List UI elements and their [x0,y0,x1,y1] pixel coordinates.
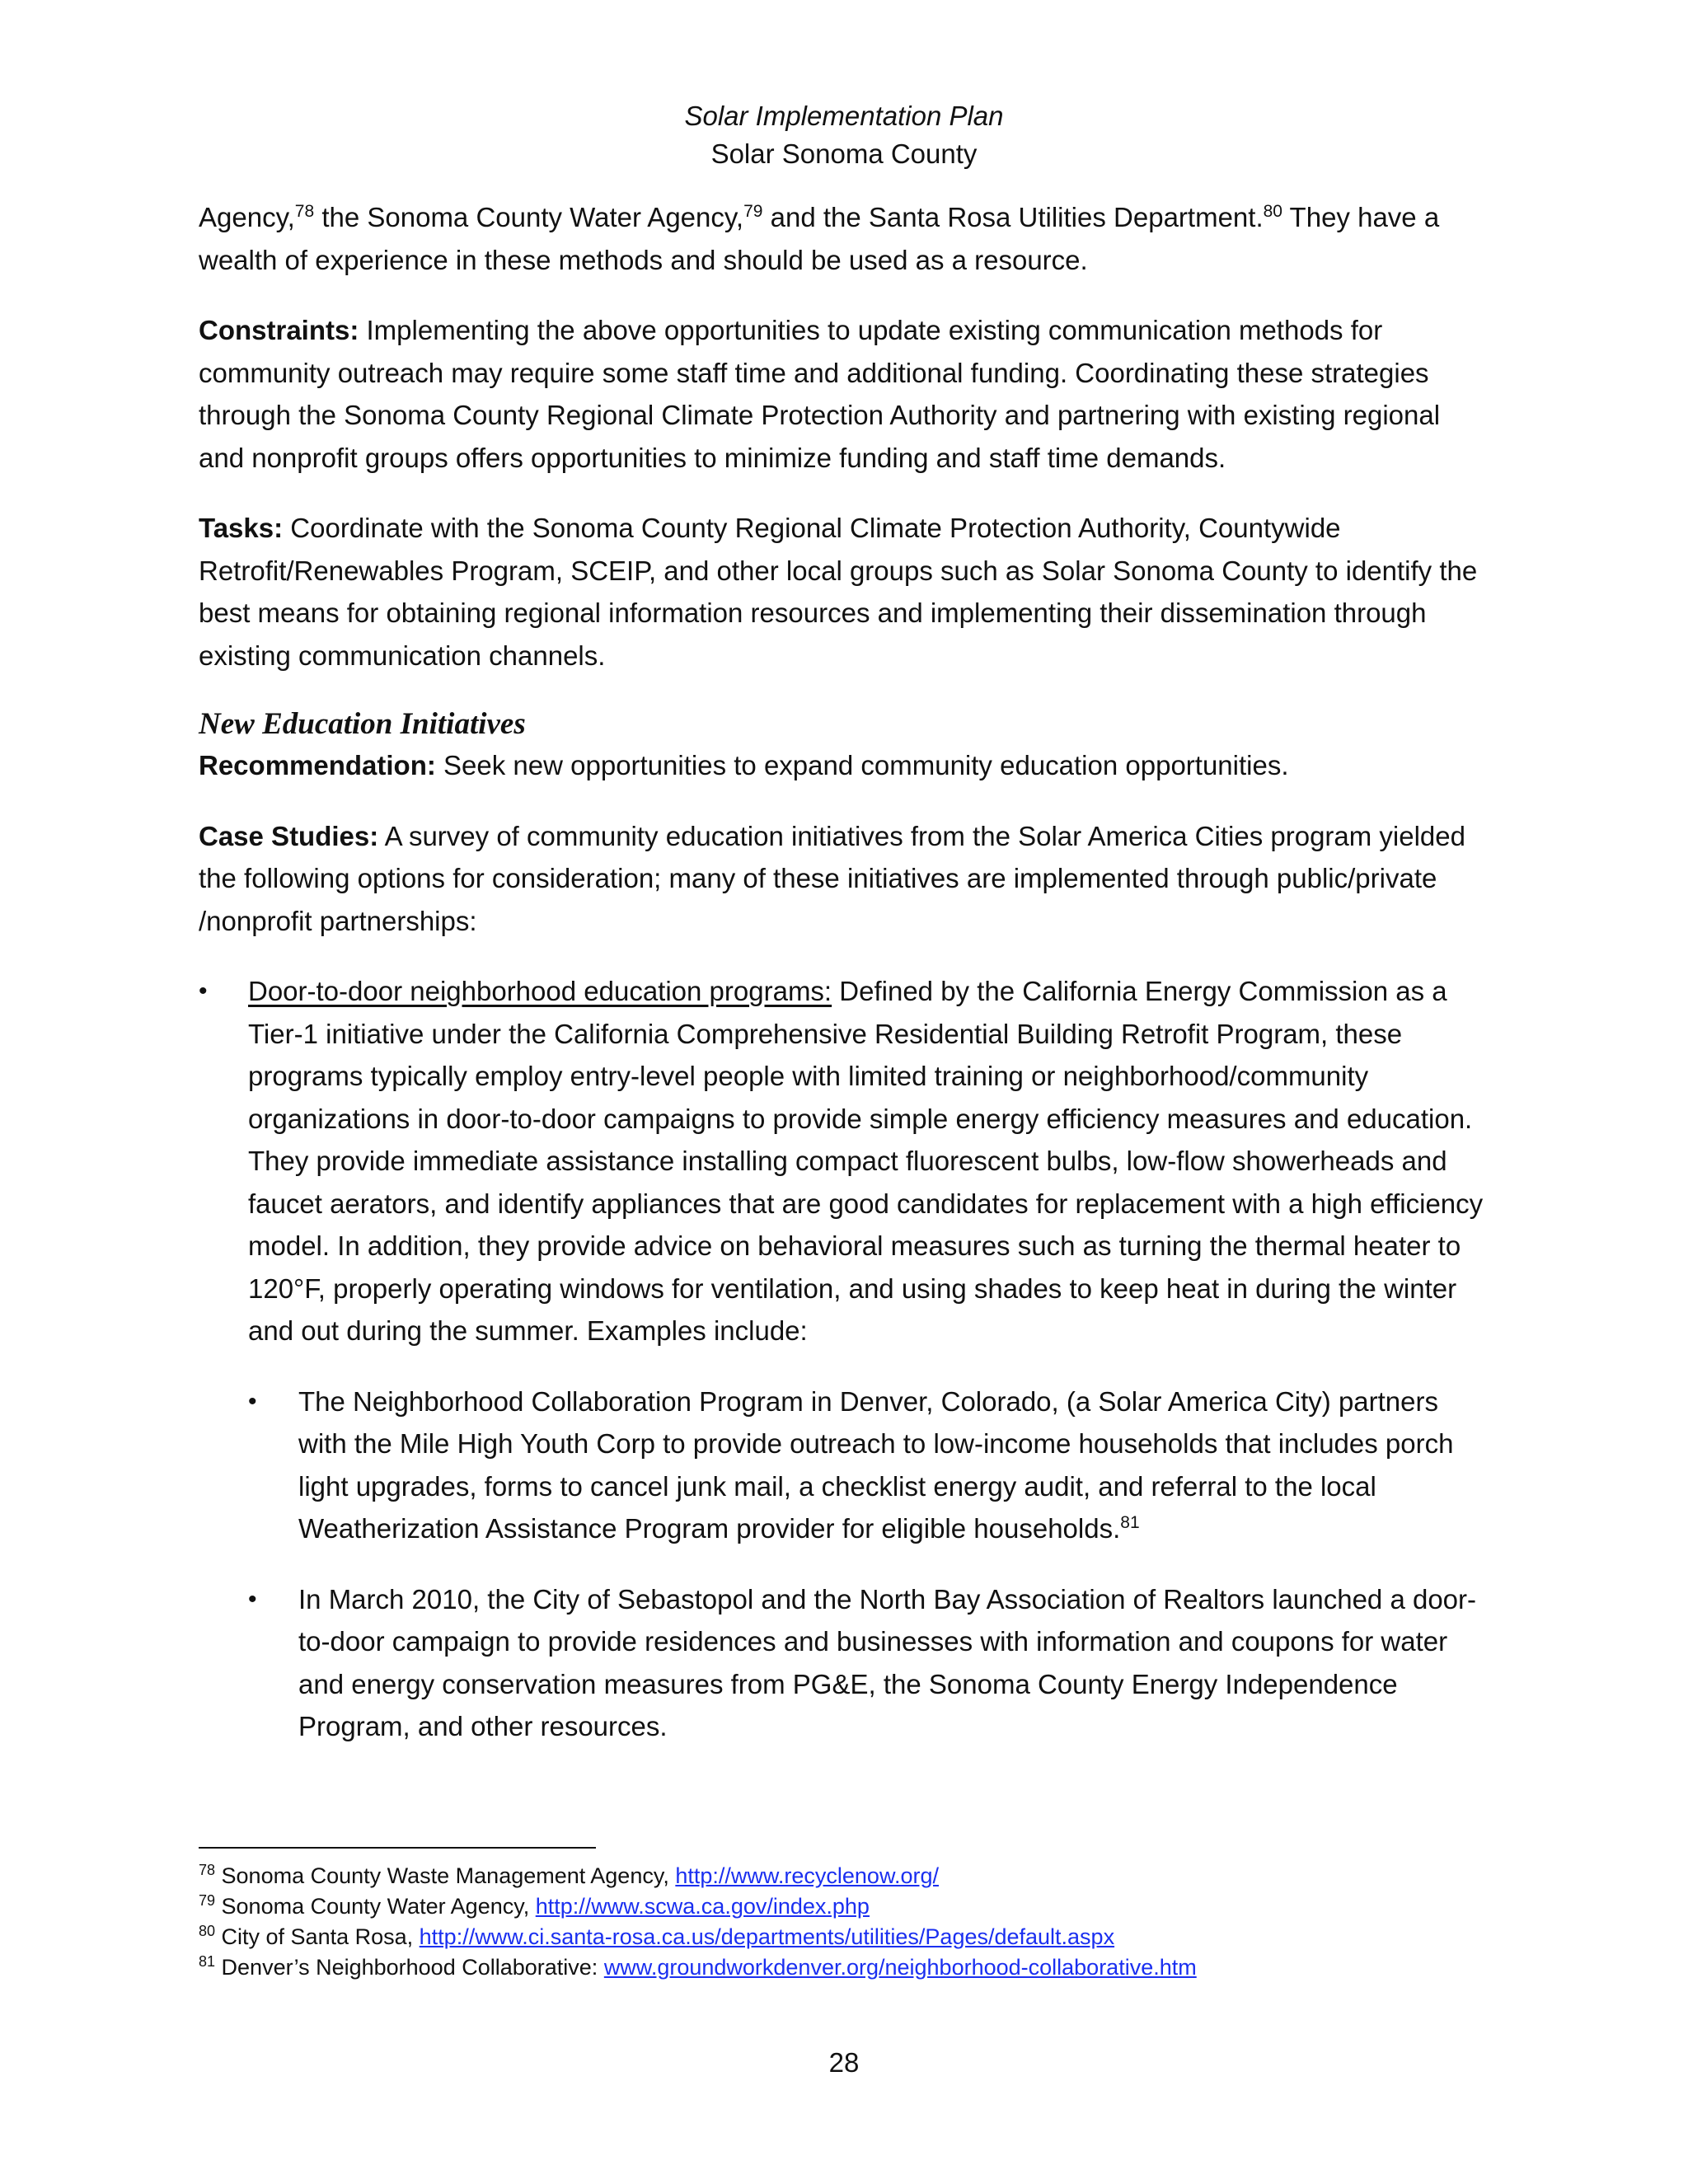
footnote-78: $^{78}$ Sonoma County Waste Management Agency, http://www.recyclenow.org/ [199,1862,939,1888]
running-header [0,97,1688,173]
footnote-link[interactable]: http://www.recyclenow.org/ [675,1863,939,1888]
list-item: • The Neighborhood Collaboration Program in Denver, Colorado, (a Solar America City) partners with the Mile High Youth Corp to provide outreach to low-income households that includes porch light upgrades, forms to cancel junk mail, a checklist energy audit, and referral to the local Weatherization Assistance Program provider for eligible households.$^{81}$ [248,1380,1493,1550]
bullet-title: Door-to-door neighborhood education programs: [248,976,832,1006]
footnote-ref-81[interactable]: 81 [1120,1513,1140,1532]
bullet-icon: • [199,977,208,1005]
footnotes [199,1861,1493,1983]
recommendation-label: Recommendation: [199,750,436,780]
list-item: • In March 2010, the City of Sebastopol and the North Bay Association of Realtors launched a door-to-door campaign to provide residences and businesses with information and coupons for water and energy conservation measures from PG&E, the Sonoma County Energy Independence Program, and other resources. [248,1578,1493,1748]
document-subtitle: Solar Sonoma County [710,138,978,169]
tasks-label: Tasks: [199,513,284,543]
page-number: 28 [828,2047,860,2078]
constraints-label: Constraints: [199,315,359,345]
intro-paragraph: Agency,$^{78}$ the Sonoma County Water Agency,$^{79}$ and the Santa Rosa Utilities Department.$^{80}$ They have a wealth of experience in these methods and should be used as a resource. [199,202,1440,275]
footnote-link[interactable]: http://www.scwa.ca.gov/index.php [535,1894,870,1919]
tasks-paragraph: Tasks: Coordinate with the Sonoma County Regional Climate Protection Authority, Countywide Retrofit/Renewables Program, SCEIP, and other local groups such as Solar Sonoma County to identify the best means for obtaining regional information resources and implementing their dissemination through existing communication channels. [199,513,1478,671]
recommendation-paragraph: Recommendation: Seek new opportunities to expand community education opportunities. [199,750,1289,780]
footnote-80: $^{80}$ City of Santa Rosa, http://www.ci.santa-rosa.ca.us/departments/utilities/Pages/default.aspx [199,1923,1115,1949]
footnote-ref-79[interactable]: 79 [743,202,763,221]
bullet-list [199,970,1493,1748]
bullet-icon: • [248,1387,257,1415]
case-studies-label: Case Studies: [199,820,379,851]
footnote-79: $^{79}$ Sonoma County Water Agency, http://www.scwa.ca.gov/index.php [199,1892,870,1919]
footnote-link[interactable]: www.groundworkdenver.org/neighborhood-collaborative.htm [603,1955,1197,1980]
bullet-icon: • [248,1585,257,1613]
body-content [199,196,1493,1776]
sub-bullet-list [248,1380,1493,1748]
footnote-ref-80[interactable]: 80 [1263,202,1282,221]
footnote-divider [199,1847,596,1849]
section-heading: New Education Initiatives [199,707,526,741]
footnote-ref-78[interactable]: 78 [294,202,315,221]
constraints-paragraph: Constraints: Implementing the above opportunities to update existing communication methods for community outreach may require some staff time and additional funding. Coordinating these strategies through the Sonoma County Regional Climate Protection Authority and partnering with existing regional and nonprofit groups offers opportunities to minimize funding and staff time demands. [199,315,1441,473]
document-title: Solar Implementation Plan [684,101,1004,131]
footnote-link[interactable]: http://www.ci.santa-rosa.ca.us/departments/utilities/Pages/default.aspx [419,1924,1115,1949]
case-studies-paragraph: Case Studies: A survey of community education initiatives from the Solar America Cities program yielded the following options for consideration; many of these initiatives are implemented through public/private /nonprofit partnerships: [199,820,1465,936]
footnote-81: $^{81}$ Denver’s Neighborhood Collaborative: www.groundworkdenver.org/neighborhood-collaborative.htm [199,1953,1197,1980]
list-item: • Door-to-door neighborhood education programs: Defined by the California Energy Commission as a Tier-1 initiative under the California Comprehensive Residential Building Retrofit Program, these programs typically employ entry-level people with limited training or neighborhood/community organizations in door-to-door campaigns to provide simple energy efficiency measures and education. They provide immediate assistance installing compact fluorescent bulbs, low-flow showerheads and faucet aerators, and identify appliances that are good candidates for replacement with a high efficiency model. In addition, they provide advice on behavioral measures such as turning the thermal heater to 120°F, properly operating windows for ventilation, and using shades to keep heat in during the winter and out during the summer. Examples include: • The Neighborhood Collaboration Program in Denver, Colorado, (a Solar America City) partners with the Mile High Youth Corp to provide outreach to low-income households that includes porch light upgrades, forms to cancel junk mail, a checklist energy audit, and referral to the local Weatherization Assistance Program provider for eligible households.$^{81}$ • In March 2010, the City of Sebastopol and the North Bay Association of Realtors launched a door-to-door campaign to provide residences and businesses with information and coupons for water and energy conservation measures from PG&E, the Sonoma County Energy Independence Program, and other resources. [199,970,1493,1748]
